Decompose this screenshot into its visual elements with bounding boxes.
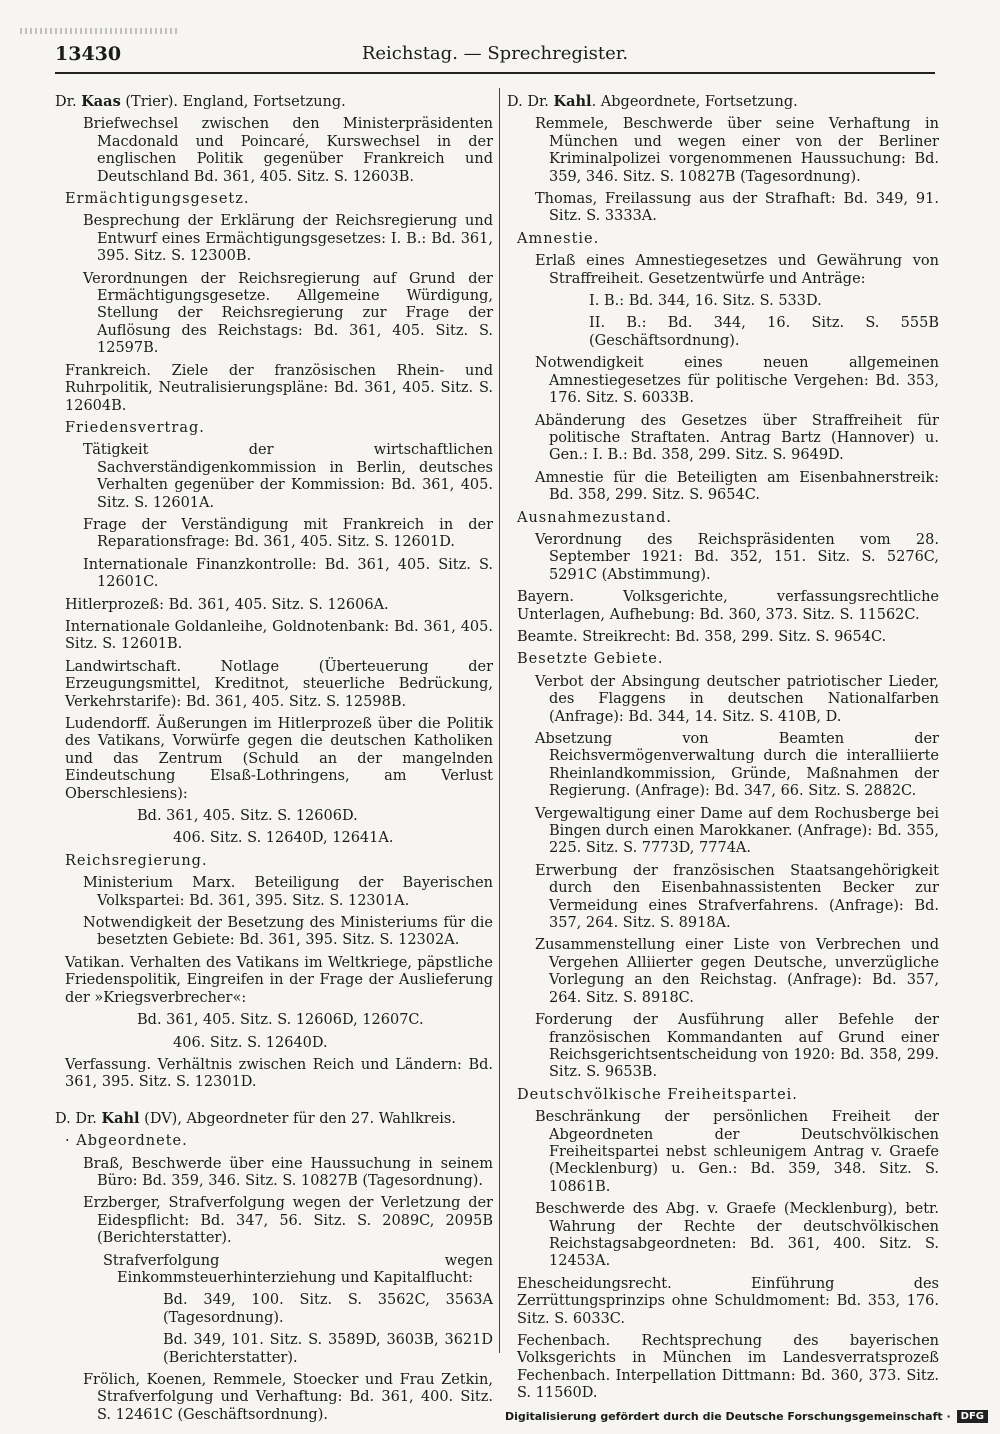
header-rule bbox=[55, 72, 935, 74]
right-entry bbox=[507, 589, 939, 624]
dfg-logo: DFG bbox=[957, 1410, 988, 1423]
right-entry bbox=[507, 1333, 939, 1403]
left-entry bbox=[55, 1133, 493, 1150]
entry-text: Deutschvölkische Freiheitspartei. bbox=[517, 1086, 798, 1103]
entry-text: Fechenbach. Rechtsprechung des bayerischen Volksgerichts in München im Landesverratsprozeß Fechenbach. Interpellation Dittmann: Bd. 360, 373. Sitz. S. 11560D. bbox=[517, 1333, 939, 1402]
right-entry bbox=[507, 510, 939, 527]
entry-text: Zusammenstellung einer Liste von Verbrechen und Vergehen Alliierter gegen Deutsche, unverzügliche Vorlegung an den Reichstag. (Anfrage): Bd. 357, 264. Sitz. S. 8918C. bbox=[535, 937, 939, 1006]
right-entry bbox=[507, 355, 939, 407]
entry-text: · Abgeordnete. bbox=[65, 1133, 188, 1150]
entry-text: Ausnahmezustand. bbox=[517, 509, 673, 526]
entry-text: Tätigkeit der wirtschaftlichen Sachverständigenkommission in Berlin, deutsches Verhalten gegenüber der Kommission: Bd. 361, 405. Sitz. S. 12601A. bbox=[83, 442, 493, 511]
speaker-name: Kahl bbox=[553, 93, 592, 110]
entry-text: Bd. 361, 405. Sitz. S. 12606D. bbox=[137, 808, 358, 825]
entry-text: Beschwerde des Abg. v. Graefe (Mecklenburg), betr. Wahrung der Rechte der deutschvölkischen Reichstagsabgeordneten: Bd. 361, 400. Sitz. S. 12453A. bbox=[535, 1201, 939, 1270]
entry-text: Internationale Goldanleihe, Goldnotenbank: Bd. 361, 405. Sitz. S. 12601B. bbox=[65, 618, 493, 653]
footer bbox=[505, 1410, 988, 1423]
entry-text: Beschränkung der persönlichen Freiheit der Abgeordneten der Deutschvölkischen Freiheitspartei nebst schleunigem Antrag v. Graefe (Mecklenburg) u. Gen.: Bd. 359, 348. Sitz. S. 10861B. bbox=[535, 1109, 939, 1195]
left-entry bbox=[55, 1372, 493, 1424]
entry-text: Ludendorff. Äußerungen im Hitlerprozeß über die Politik des Vatikans, Vorwürfe gegen die deutschen Katholiken und das Zentrum (Schuld an der mangelnden Eindeutschung Elsaß-Lothringens, am Verlust Oberschlesiens): bbox=[65, 716, 493, 802]
right-entry bbox=[507, 470, 939, 505]
left-entry bbox=[55, 955, 493, 1007]
column-divider bbox=[499, 88, 500, 1353]
right-entry bbox=[507, 863, 939, 933]
right-entry bbox=[507, 231, 939, 248]
entry-text: Reichsregierung. bbox=[65, 852, 208, 869]
entry-text: 406. Sitz. S. 12640D, 12641A. bbox=[173, 830, 394, 847]
entry-prefix: D. Dr. bbox=[507, 94, 554, 110]
footer-credit: Digitalisierung gefördert durch die Deutsche Forschungsgemeinschaft · bbox=[504, 1410, 951, 1423]
entry-text: Bayern. Volksgerichte, verfassungsrechtliche Unterlagen, Aufhebung: Bd. 360, 373. Sitz. S. 11562C. bbox=[517, 589, 939, 623]
entry-text: Bd. 349, 100. Sitz. S. 3562C, 3563A (Tagesordnung). bbox=[163, 1292, 493, 1326]
entry-text: Erlaß eines Amnestiegesetzes und Gewährung von Straffreiheit. Gesetzentwürfe und Anträge: bbox=[535, 253, 939, 287]
entry-text: Ermächtigungsgesetz. bbox=[65, 191, 250, 208]
left-entry bbox=[55, 1110, 493, 1128]
right-entry bbox=[507, 191, 939, 226]
entry-text: . Abgeordnete, Fortsetzung. bbox=[591, 94, 798, 110]
left-entry bbox=[55, 93, 493, 111]
page-number: 13430 bbox=[55, 43, 122, 65]
running-title: Reichstag. — Sprechregister. bbox=[361, 43, 629, 64]
entry-text: Friedensvertrag. bbox=[65, 419, 205, 436]
entry-text: Internationale Finanzkontrolle: Bd. 361, 405. Sitz. S. 12601C. bbox=[83, 556, 493, 591]
right-entry bbox=[507, 116, 939, 186]
left-entry bbox=[55, 830, 493, 847]
left-entry bbox=[55, 442, 493, 512]
entry-text: Verordnungen der Reichsregierung auf Grund der Ermächtigungsgesetze. Allgemeine Würdigung, Stellung der Reichsregierung zur Frage der Auflösung des Reichstags: Bd. 361, 405. Sitz. S. 12597B. bbox=[83, 270, 493, 357]
entry-text: Verbot der Absingung deutscher patriotischer Lieder, des Flaggens in deutschen Nationalfarben (Anfrage): Bd. 344, 14. Sitz. S. 410B, D. bbox=[535, 673, 939, 725]
speaker-name: Kaas bbox=[81, 93, 121, 110]
entry-text: Ehescheidungsrecht. Einführung des Zerrüttungsprinzips ohne Schuldmoment: Bd. 353, 176. Sitz. S. 6033C. bbox=[517, 1275, 939, 1327]
entry-text: Thomas, Freilassung aus der Strafhaft: Bd. 349, 91. Sitz. S. 3333A. bbox=[535, 191, 939, 225]
left-entry bbox=[55, 1156, 493, 1191]
entry-text: Verordnung des Reichspräsidenten vom 28. September 1921: Bd. 352, 151. Sitz. S. 5276C, 5291C (Abstimmung). bbox=[535, 531, 939, 583]
left-entry bbox=[55, 716, 493, 803]
entry-text: Absetzung von Beamten der Reichsvermögenverwaltung durch die interalliierte Rheinlandkommission, Gründe, Maßnahmen der Regierung. (Anfrage): Bd. 347, 66. Sitz. S. 2882C. bbox=[535, 731, 939, 800]
left-entry bbox=[55, 1012, 493, 1029]
entry-text: II. B.: Bd. 344, 16. Sitz. S. 555B (Geschäftsordnung). bbox=[589, 315, 939, 349]
entry-text: Amnestie für die Beteiligten am Eisenbahnerstreik: Bd. 358, 299. Sitz. S. 9654C. bbox=[535, 469, 939, 504]
left-entry bbox=[55, 363, 493, 415]
entry-text: Besprechung der Erklärung der Reichsregierung und Entwurf eines Ermächtigungsgesetzes: I. B.: Bd. 361, 395. Sitz. S. 12300B. bbox=[83, 213, 493, 265]
entry-text: Vatikan. Verhalten des Vatikans im Weltkriege, päpstliche Friedenspolitik, Eingreifen in der Frage der Auslieferung der »Kriegsverbrecher«: bbox=[65, 954, 493, 1006]
right-entry bbox=[507, 1109, 939, 1196]
right-entry bbox=[507, 1087, 939, 1104]
entry-text: Verfassung. Verhältnis zwischen Reich und Ländern: Bd. 361, 395. Sitz. S. 12301D. bbox=[65, 1056, 493, 1091]
right-entry bbox=[507, 651, 939, 668]
entry-prefix: Dr. bbox=[55, 94, 82, 110]
entry-text: Frage der Verständigung mit Frankreich in der Reparationsfrage: Bd. 361, 405. Sitz. S. 12601D. bbox=[83, 516, 493, 551]
entry-text: Landwirtschaft. Notlage (Überteuerung der Erzeugungsmittel, Kreditnot, steuerliche Bedrückung, Verkehrstarife): Bd. 361, 405. Sitz. S. 12598B. bbox=[65, 658, 493, 710]
left-entry bbox=[55, 808, 493, 825]
left-entry bbox=[55, 853, 493, 870]
entry-text: Bd. 349, 101. Sitz. S. 3589D, 3603B, 3621D (Berichterstatter). bbox=[163, 1332, 493, 1366]
entry-text: Abänderung des Gesetzes über Straffreiheit für politische Straftaten. Antrag Bartz (Hannover) u. Gen.: I. B.: Bd. 358, 299. Sitz. S. 9649D. bbox=[535, 412, 939, 464]
left-entry bbox=[55, 557, 493, 592]
entry-text: Frankreich. Ziele der französischen Rhein- und Ruhrpolitik, Neutralisierungspläne: Bd. 361, 405. Sitz. S. 12604B. bbox=[65, 362, 493, 414]
right-entry bbox=[507, 937, 939, 1007]
entry-text: Strafverfolgung wegen Einkommsteuerhinterziehung und Kapitalflucht: bbox=[103, 1252, 493, 1286]
left-entry bbox=[55, 915, 493, 950]
right-entry bbox=[507, 93, 939, 111]
left-entry bbox=[55, 619, 493, 654]
scan-artifact bbox=[20, 28, 180, 34]
entry-text: Hitlerprozeß: Bd. 361, 405. Sitz. S. 12606A. bbox=[65, 596, 389, 613]
right-entry bbox=[507, 1201, 939, 1271]
left-entry bbox=[55, 1195, 493, 1247]
entry-text: Beamte. Streikrecht: Bd. 358, 299. Sitz. S. 9654C. bbox=[517, 628, 887, 645]
left-entry bbox=[55, 597, 493, 614]
left-entry bbox=[55, 1057, 493, 1092]
right-entry bbox=[507, 674, 939, 726]
right-entry bbox=[507, 629, 939, 646]
page-header bbox=[55, 43, 935, 71]
entry-text: Erwerbung der französischen Staatsangehörigkeit durch den Eisenbahnassistenten Becker zur Vermeidung eines Strafverfahrens. (Anfrage): Bd. 357, 264. Sitz. S. 8918A. bbox=[535, 862, 939, 932]
right-entry bbox=[507, 731, 939, 801]
left-entry bbox=[55, 213, 493, 265]
entry-text: Vergewaltigung einer Dame auf dem Rochusberge bei Bingen durch einen Marokkaner. (Anfrage): Bd. 355, 225. Sitz. S. 7773D, 7774A. bbox=[535, 805, 939, 857]
right-entry bbox=[507, 293, 939, 310]
entry-text: Besetzte Gebiete. bbox=[517, 651, 664, 668]
entry-text: (Trier). England, Fortsetzung. bbox=[120, 94, 346, 110]
left-entry bbox=[55, 420, 493, 437]
left-entry bbox=[55, 1253, 493, 1288]
left-entry bbox=[55, 116, 493, 186]
speaker-name: Kahl bbox=[101, 1109, 140, 1127]
left-entry bbox=[55, 659, 493, 711]
right-entry bbox=[507, 315, 939, 350]
right-entry bbox=[507, 1012, 939, 1082]
entry-text: Frölich, Koenen, Remmele, Stoecker und Frau Zetkin, Strafverfolgung und Verhaftung: Bd. 361, 400. Sitz. S. 12461C (Geschäftsordnung). bbox=[83, 1372, 493, 1423]
left-column bbox=[55, 88, 493, 1424]
left-entry bbox=[55, 1035, 493, 1052]
entry-text: Remmele, Beschwerde über seine Verhaftung in München und wegen einer von der Berliner Kriminalpolizei vorgenommenen Haussuchung: Bd. 359, 346. Sitz. S. 10827B (Tagesordnung). bbox=[535, 116, 939, 185]
right-entry bbox=[507, 532, 939, 584]
left-entry bbox=[55, 191, 493, 208]
left-entry bbox=[55, 517, 493, 552]
entry-text: Forderung der Ausführung aller Befehle der französischen Kommandanten auf Grund einer Reichsgerichtsentscheidung von 1920: Bd. 358, 299. Sitz. S. 9653B. bbox=[535, 1012, 939, 1081]
entry-text: Amnestie. bbox=[517, 230, 600, 247]
entry-text: Notwendigkeit eines neuen allgemeinen Amnestiegesetzes für politische Vergehen: Bd. 353, 176. Sitz. S. 6033B. bbox=[535, 355, 939, 407]
entry-text: Ministerium Marx. Beteiligung der Bayerischen Volkspartei: Bd. 361, 395. Sitz. S. 12301A. bbox=[83, 875, 493, 909]
entry-text: Erzberger, Strafverfolgung wegen der Verletzung der Eidespflicht: Bd. 347, 56. Sitz. S. 2089C, 2095B (Berichterstatter). bbox=[83, 1195, 493, 1247]
entry-text: Notwendigkeit der Besetzung des Ministeriums für die besetzten Gebiete: Bd. 361, 395. Sitz. S. 12302A. bbox=[83, 915, 493, 949]
left-entry bbox=[55, 875, 493, 910]
entry-prefix: D. Dr. bbox=[55, 1110, 102, 1127]
left-entry bbox=[55, 1292, 493, 1327]
left-entry bbox=[55, 1332, 493, 1367]
entry-text: Braß, Beschwerde über eine Haussuchung in seinem Büro: Bd. 359, 346. Sitz. S. 10827B (Tagesordnung). bbox=[83, 1155, 493, 1189]
entry-text: Bd. 361, 405. Sitz. S. 12606D, 12607C. bbox=[137, 1012, 424, 1029]
right-entry bbox=[507, 253, 939, 288]
entry-text: (DV), Abgeordneter für den 27. Wahlkreis. bbox=[139, 1110, 456, 1127]
right-column bbox=[507, 88, 939, 1403]
entry-text: Briefwechsel zwischen den Ministerpräsidenten Macdonald und Poincaré, Kurswechsel in der englischen Politik gegenüber Frankreich und Deutschland Bd. 361, 405. Sitz. S. 12603B. bbox=[83, 116, 493, 185]
right-entry bbox=[507, 413, 939, 465]
right-entry bbox=[507, 1276, 939, 1328]
right-entry bbox=[507, 806, 939, 858]
entry-text: I. B.: Bd. 344, 16. Sitz. S. 533D. bbox=[589, 293, 822, 310]
entry-text: 406. Sitz. S. 12640D. bbox=[173, 1034, 328, 1051]
left-entry bbox=[55, 271, 493, 358]
